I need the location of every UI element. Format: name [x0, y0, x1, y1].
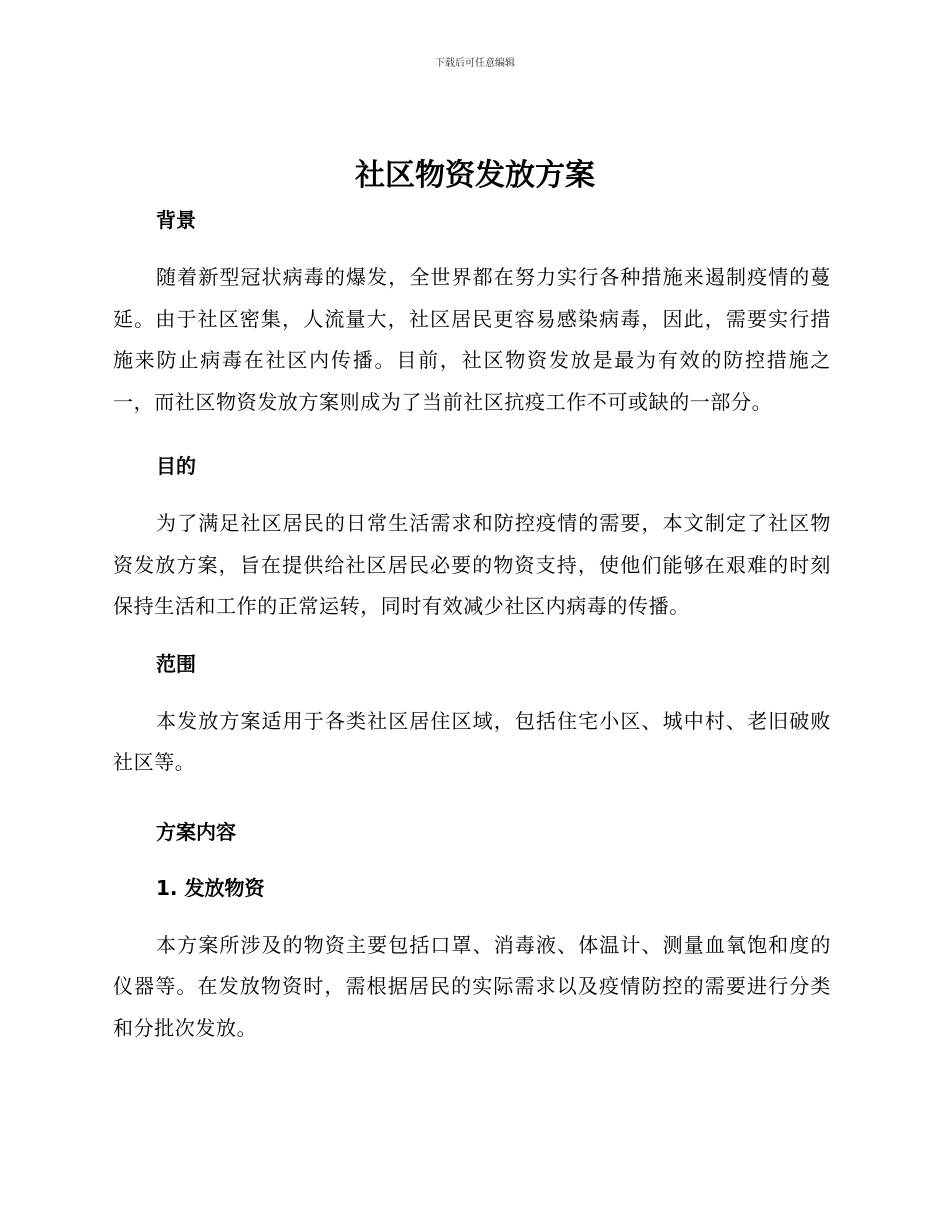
section-heading-plan-content: 方案内容	[156, 819, 236, 844]
section-paragraph-background: 随着新型冠状病毒的爆发，全世界都在努力实行各种措施来遏制疫情的蔓延。由于社区密集，人流量大，社区居民更容易感染病毒，因此，需要实行措施来防止病毒在社区内传播。目前，社区物资发放是最为有效的防控措施之一，而社区物资发放方案则成为了当前社区抗疫工作不可或缺的一部分。	[113, 265, 831, 414]
section-heading-background: 背景	[156, 208, 196, 232]
section-heading-purpose: 目的	[156, 454, 196, 478]
document-body	[113, 203, 831, 1049]
section-heading-distribute-supplies: 1. 发放物资	[156, 875, 265, 900]
section-heading-scope: 范围	[156, 651, 196, 676]
section-paragraph-distribute-supplies: 本方案所涉及的物资主要包括口罩、消毒液、体温计、测量血氧饱和度的仪器等。在发放物资时，需根据居民的实际需求以及疫情防控的需要进行分类和分批次发放。	[113, 932, 831, 1040]
header-note: 下载后可任意编辑	[435, 58, 515, 69]
section-paragraph-purpose: 为了满足社区居民的日常生活需求和防控疫情的需要，本文制定了社区物资发放方案，旨在提供给社区居民必要的物资支持，使他们能够在艰难的时刻保持生活和工作的正常运转，同时有效减少社区内病毒的传播。	[113, 511, 831, 618]
page-title: 社区物资发放方案	[355, 158, 595, 193]
section-paragraph-scope: 本发放方案适用于各类社区居住区域，包括住宅小区、城中村、老旧破败社区等。	[113, 708, 831, 774]
